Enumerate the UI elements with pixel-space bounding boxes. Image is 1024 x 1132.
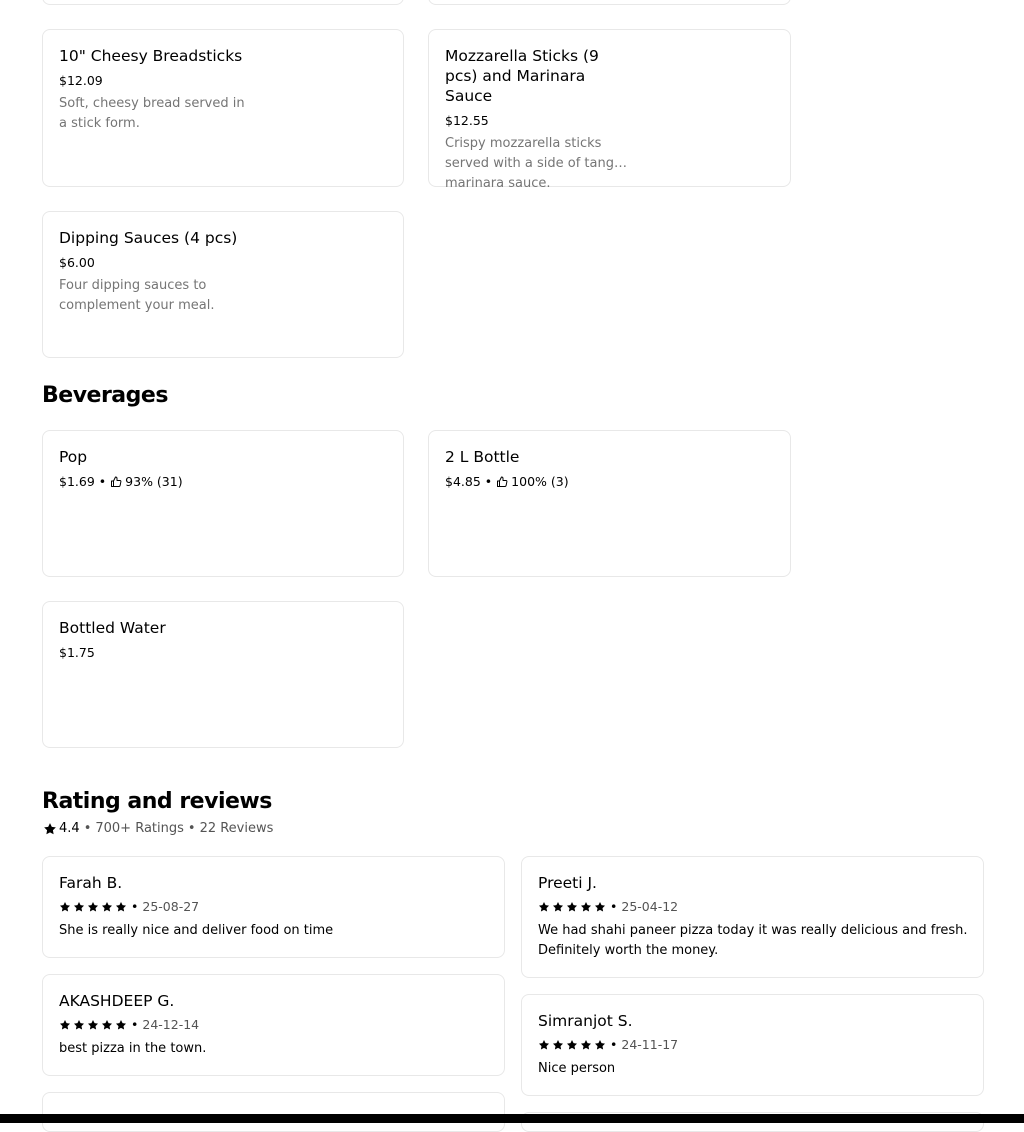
star-icon <box>43 822 57 836</box>
star-icon <box>115 1019 127 1031</box>
review-date: 25-04-12 <box>621 899 679 914</box>
review-meta <box>59 899 199 914</box>
menu-item-rating: 100% (3) <box>511 474 569 489</box>
review-text: best pizza in the town. <box>59 1041 207 1056</box>
reviewer-name: Simranjot S. <box>538 1012 633 1030</box>
star-rating <box>538 1039 606 1051</box>
menu-item-meta <box>59 473 183 491</box>
menu-item-price: $1.69 <box>59 474 95 489</box>
review-meta <box>59 1017 199 1032</box>
menu-item-name: Mozzarella Sticks (9 pcs) and Marinara Sauce <box>445 47 599 105</box>
star-icon <box>115 901 127 913</box>
menu-item-card[interactable] <box>42 211 404 358</box>
review-date: 24-12-14 <box>142 1017 200 1032</box>
menu-item-card-partial[interactable] <box>428 0 791 5</box>
menu-item-card[interactable] <box>428 430 791 577</box>
menu-item-price: $1.75 <box>59 645 95 660</box>
menu-item-card-partial[interactable] <box>42 0 404 5</box>
menu-item-name: Bottled Water <box>59 619 166 637</box>
star-icon <box>552 1039 564 1051</box>
review-card-partial <box>42 1092 505 1132</box>
menu-item-card[interactable] <box>42 29 404 187</box>
reviewer-name: Farah B. <box>59 874 123 892</box>
rating-summary <box>43 821 273 836</box>
review-meta <box>538 899 678 914</box>
review-meta <box>538 1037 678 1052</box>
separator: • <box>98 474 107 489</box>
menu-item-price: $6.00 <box>59 255 95 270</box>
star-icon <box>566 1039 578 1051</box>
menu-item-name: 10" Cheesy Breadsticks <box>59 47 243 65</box>
reviewer-name: AKASHDEEP G. <box>59 992 175 1010</box>
menu-item-price: $4.85 <box>445 474 481 489</box>
star-icon <box>566 901 578 913</box>
menu-item-card[interactable] <box>42 601 404 748</box>
separator: • <box>83 821 92 836</box>
thumbs-up-icon <box>496 476 508 488</box>
star-icon <box>59 901 71 913</box>
section-title-beverages: Beverages <box>42 383 168 408</box>
menu-item-card[interactable] <box>428 29 791 191</box>
star-icon <box>73 901 85 913</box>
separator: • <box>131 899 139 914</box>
menu-item-price: $12.09 <box>59 73 103 88</box>
thumbs-up-icon <box>110 476 122 488</box>
star-icon <box>87 901 99 913</box>
star-icon <box>101 901 113 913</box>
star-icon <box>580 1039 592 1051</box>
star-rating <box>59 901 127 913</box>
menu-item-name: Pop <box>59 448 88 466</box>
ratings-count: 700+ Ratings <box>95 821 184 836</box>
star-rating <box>538 901 606 913</box>
section-title-reviews: Rating and reviews <box>42 789 272 814</box>
separator: • <box>610 1037 618 1052</box>
star-icon <box>538 901 550 913</box>
star-icon <box>87 1019 99 1031</box>
rating-score: 4.4 <box>59 821 80 836</box>
review-date: 25-08-27 <box>142 899 200 914</box>
review-text: She is really nice and deliver food on time <box>59 923 334 938</box>
menu-item-rating: 93% (31) <box>125 474 183 489</box>
review-text: We had shahi paneer pizza today it was really delicious and fresh. Definitely worth the money. <box>538 923 968 958</box>
review-card <box>521 994 984 1096</box>
reviewer-name: Preeti J. <box>538 874 597 892</box>
star-icon <box>552 901 564 913</box>
star-icon <box>594 1039 606 1051</box>
menu-item-name: 2 L Bottle <box>445 448 520 466</box>
review-date: 24-11-17 <box>621 1037 679 1052</box>
review-text: Nice person <box>538 1061 616 1076</box>
star-icon <box>73 1019 85 1031</box>
reviews-count: 22 Reviews <box>199 821 274 836</box>
menu-item-name: Dipping Sauces (4 pcs) <box>59 229 238 247</box>
review-card <box>42 856 505 958</box>
star-icon <box>580 901 592 913</box>
menu-item-card[interactable] <box>42 430 404 577</box>
separator: • <box>187 821 196 836</box>
star-icon <box>594 901 606 913</box>
menu-item-description: Crispy mozzarella sticks served with a side of tangy marinara sauce. <box>445 136 622 191</box>
review-card <box>521 856 984 978</box>
star-rating <box>59 1019 127 1031</box>
separator: • <box>131 1017 139 1032</box>
star-icon <box>101 1019 113 1031</box>
star-icon <box>538 1039 550 1051</box>
review-card <box>42 974 505 1076</box>
bottom-bar <box>0 1114 1024 1123</box>
separator: • <box>610 899 618 914</box>
separator: • <box>484 474 493 489</box>
menu-item-description: Soft, cheesy bread served in a stick form. <box>59 96 245 131</box>
menu-item-meta <box>445 473 569 491</box>
menu-item-price: $12.55 <box>445 113 489 128</box>
menu-item-description: Four dipping sauces to complement your meal. <box>59 278 215 313</box>
star-icon <box>59 1019 71 1031</box>
